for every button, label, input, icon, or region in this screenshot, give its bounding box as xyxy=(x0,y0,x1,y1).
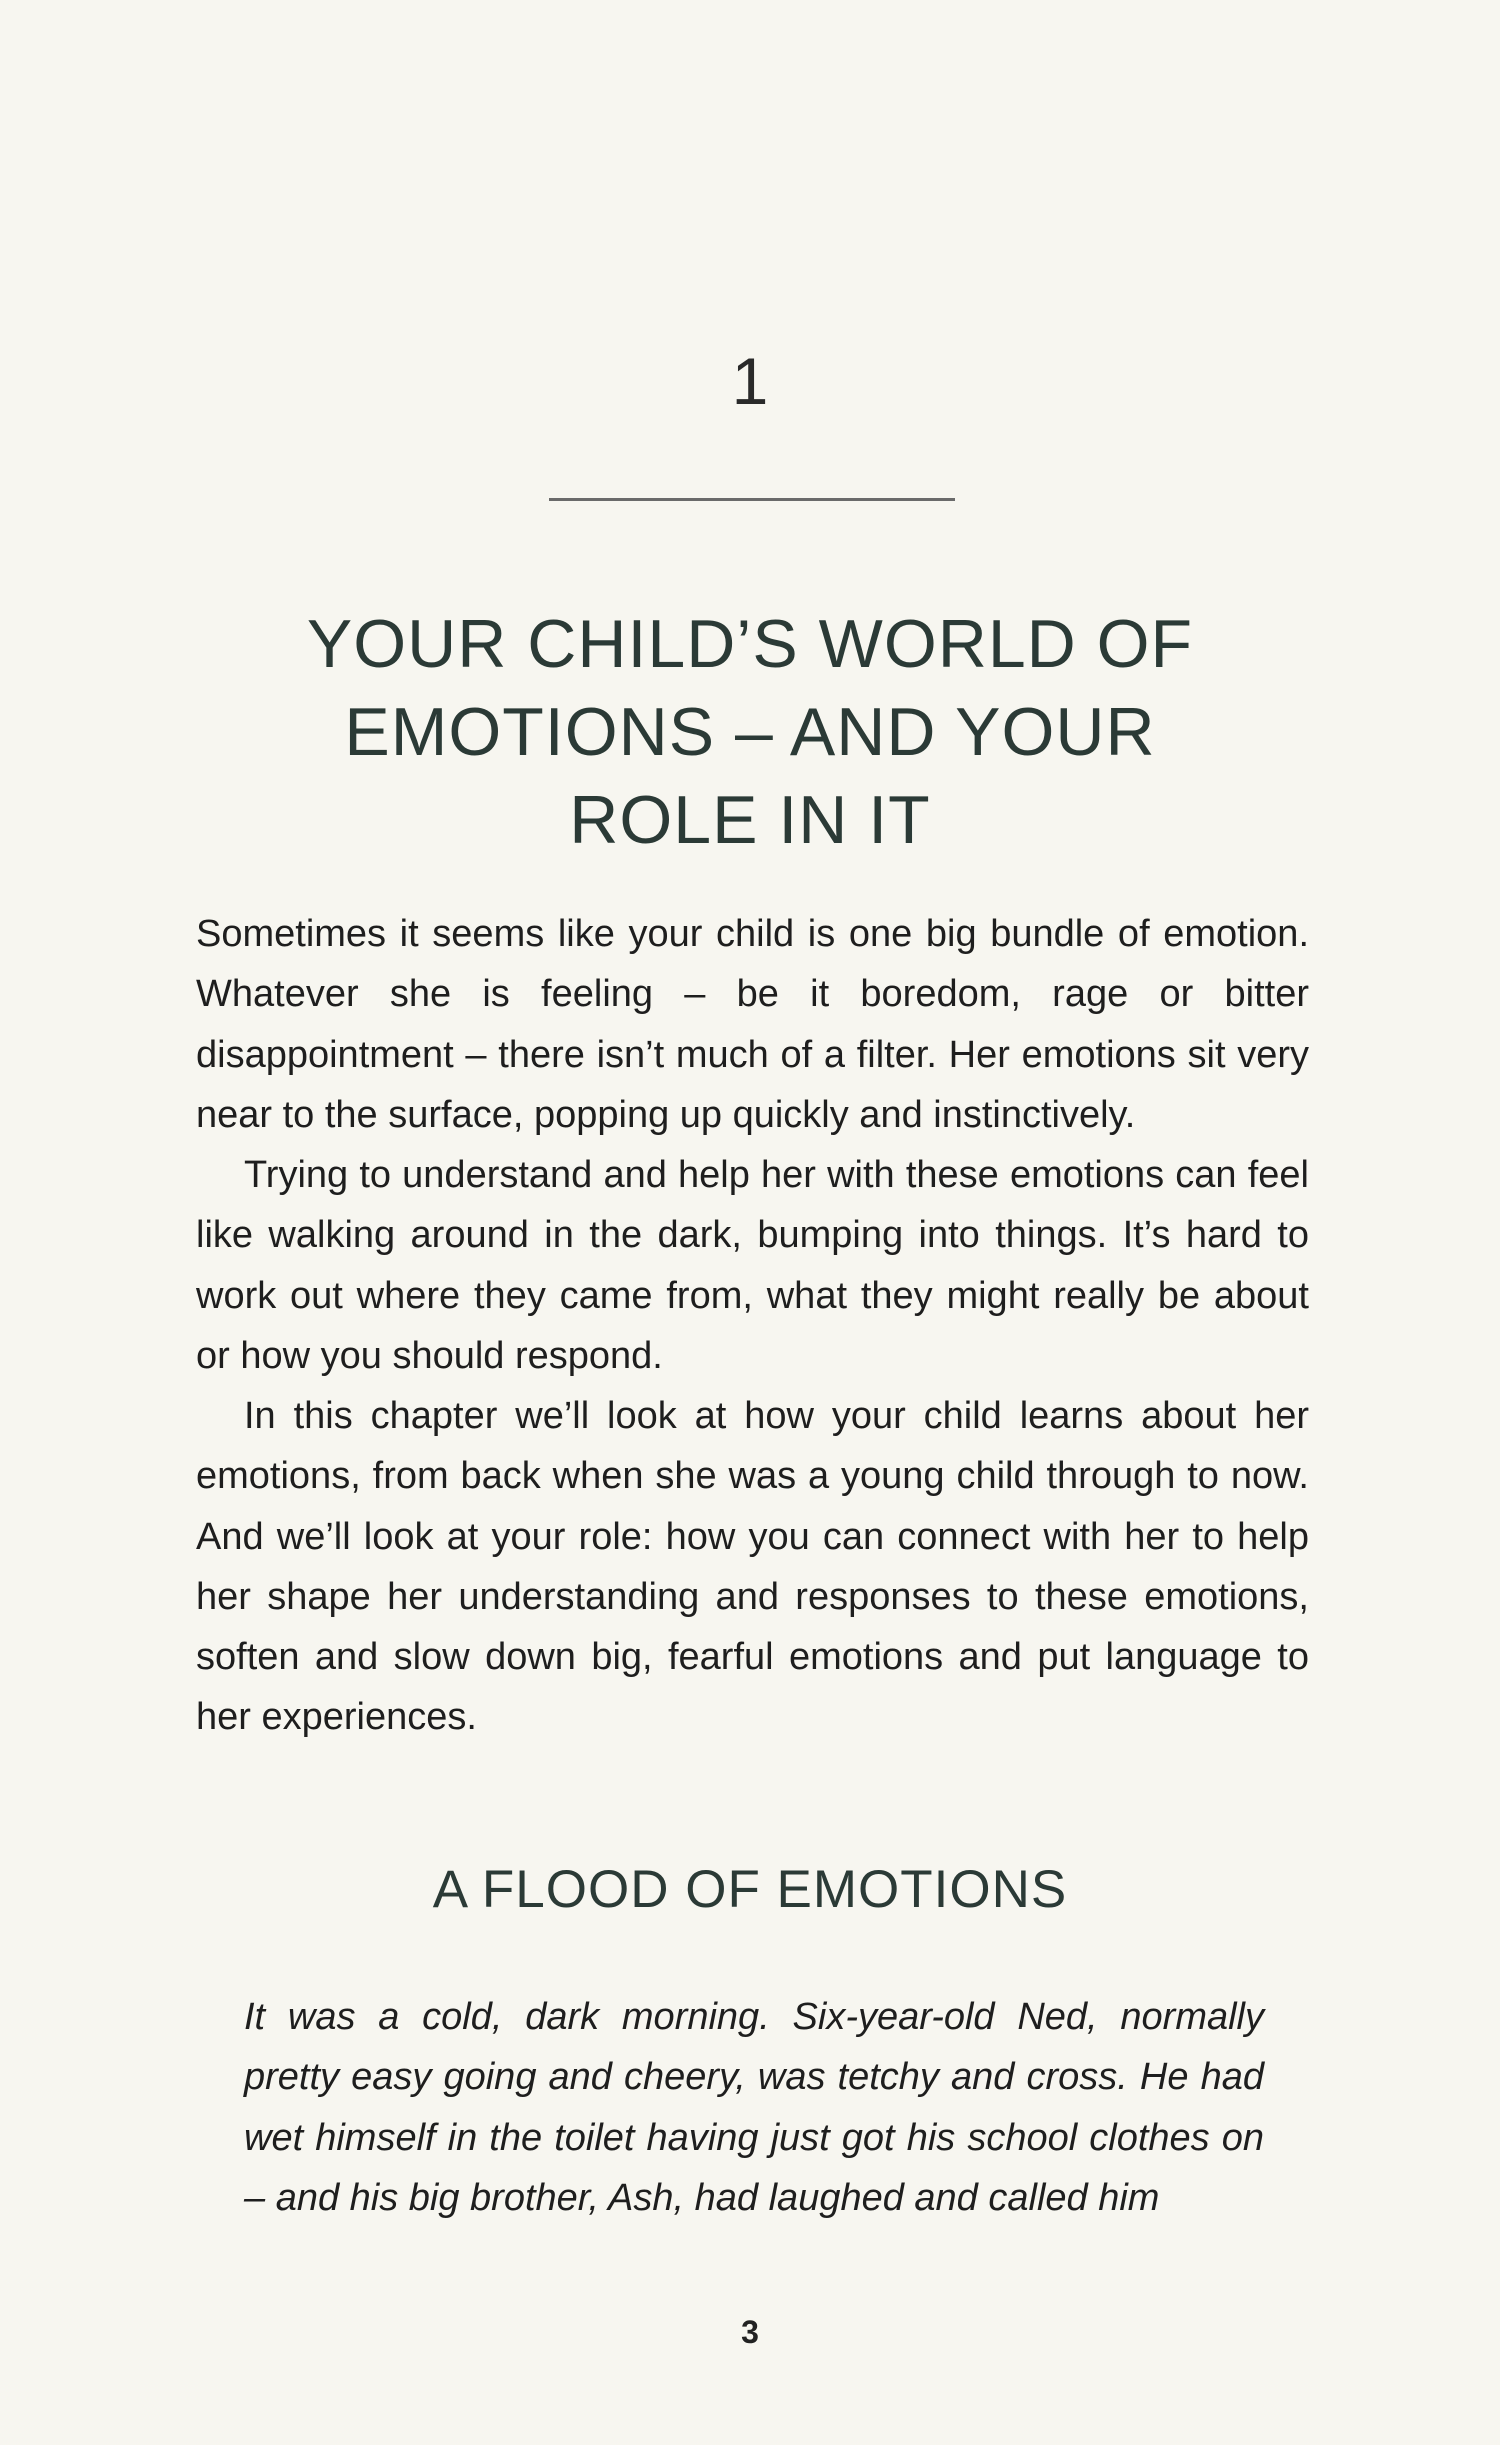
body-paragraph: In this chapter we’ll look at how your child learns about her emotions, from back when she was a young child through to now. And we’ll look at your role: how you can connect with her to help her shape her understanding and responses to these emotions, soften and slow down big, fearful emotions and put language to her experiences. xyxy=(196,1395,1309,1739)
chapter-title xyxy=(200,600,1300,864)
story-paragraph: It was a cold, dark morning. Six-year-old Ned, normally pretty easy going and cheery, was tetchy and cross. He had wet himself in the toilet having just got his school clothes on – and his big brother, Ash, had laughed and called him xyxy=(244,1996,1264,2219)
chapter-title-line: YOUR CHILD’S WORLD OF xyxy=(306,606,1194,682)
body-paragraph: Trying to understand and help her with these emotions can feel like walking around in the dark, bumping into things. It’s hard to work out where they came from, what they might really be about or how you should respond. xyxy=(196,1154,1309,1377)
chapter-title-line: EMOTIONS – AND YOUR xyxy=(344,694,1156,770)
page-number: 3 xyxy=(741,2314,759,2350)
chapter-title-line: ROLE IN IT xyxy=(569,782,931,858)
chapter-number: 1 xyxy=(731,344,769,418)
body-paragraph: Sometimes it seems like your child is one big bundle of emotion. Whatever she is feeling – be it boredom, rage or bitter disappointment – there isn’t much of a filter. Her emotions sit very near to the surface, popping up quickly and instinctively. xyxy=(196,913,1309,1136)
section-heading: A FLOOD OF EMOTIONS xyxy=(432,1860,1068,1919)
chapter-divider xyxy=(549,498,955,501)
